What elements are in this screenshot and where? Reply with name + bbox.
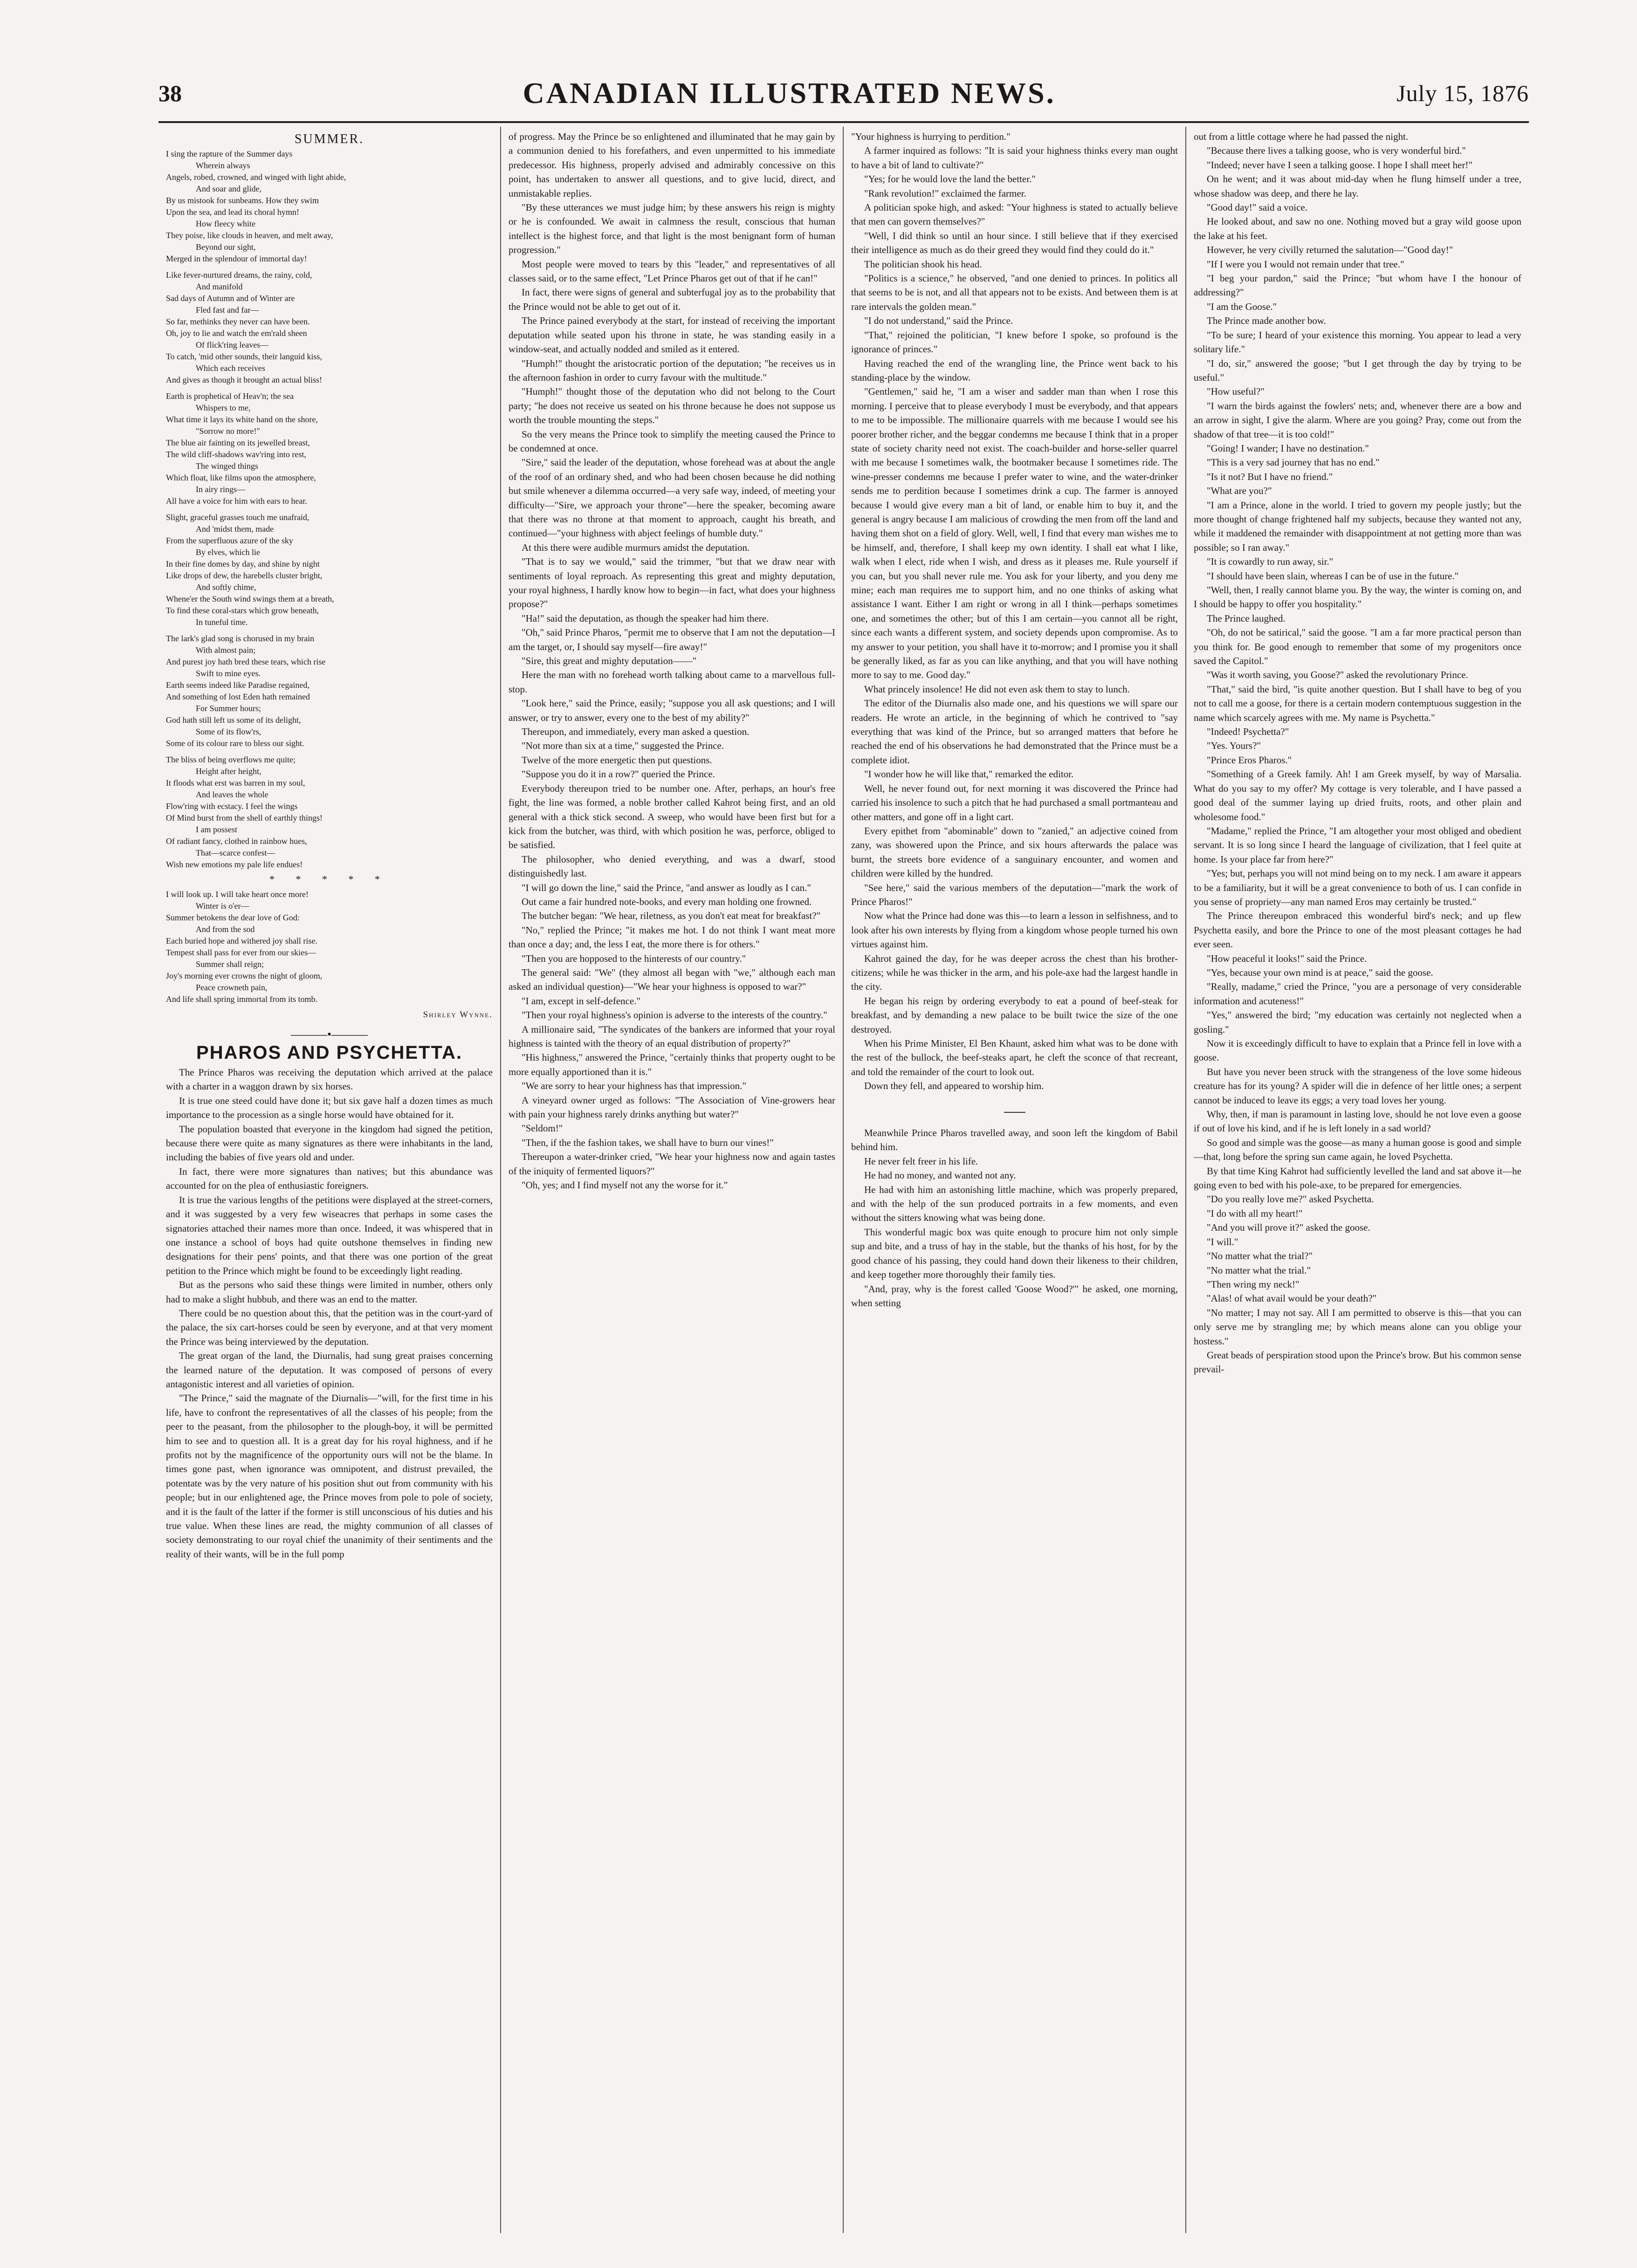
poem-line: Peace crowneth pain, xyxy=(196,982,268,992)
story-paragraph: Well, he never found out, for next morning it was discovered the Prince had carried his insolence to such a pitch that he had purchased a small portmanteau and other matters, and gone off in a light cart. xyxy=(851,782,1178,822)
poem-line: Some of its flow'rs, xyxy=(196,727,261,737)
story-paragraph: Most people were moved to tears by this "leader," and representatives of all classes said, or to the same effect, "Let Prince Pharos get out of that if he can!" xyxy=(509,258,835,284)
story-paragraph: "No matter what the trial?" xyxy=(1207,1250,1313,1262)
poem-line: It floods what erst was barren in my soul, xyxy=(166,778,305,788)
column-2 xyxy=(501,127,844,2233)
story-paragraph: "And, pray, why is the forest called 'Goose Wood?'" he asked, one morning, when setting xyxy=(851,1283,1178,1309)
story-paragraph: "Not more than six at a time," suggested the Prince. xyxy=(522,740,724,752)
story-paragraph: So the very means the Prince took to simplify the meeting caused the Prince to be condemned at once. xyxy=(509,428,835,454)
poem-line: So far, methinks they never can have been. xyxy=(166,317,310,327)
story-paragraph: "This is a very sad journey that has no end." xyxy=(1207,457,1380,468)
story-paragraph: When his Prime Minister, El Ben Khaunt, asked him what was to be done with the rest of the bullock, the beef-steaks apart, he cleft the sconce of that recreant, and told the remainder of the court to look out. xyxy=(851,1038,1178,1077)
poem-line: In tuneful time. xyxy=(196,617,248,627)
story-paragraph: A vineyard owner urged as follows: "The Association of Vine-growers hear with pain your highness rarely drinks anything but water?" xyxy=(509,1094,835,1120)
poem-line: In their fine domes by day, and shine by night xyxy=(166,559,320,569)
story-paragraph: "Well, then, I really cannot blame you. By the way, the winter is coming on, and I should be happy to offer you hospitality." xyxy=(1194,584,1521,610)
poem-line: Flow'ring with ecstacy. I feel the wings xyxy=(166,802,298,811)
story-paragraph: He never felt freer in his life. xyxy=(864,1155,978,1167)
story-paragraph: "Oh," said Prince Pharos, "permit me to observe that I am not the deputation—I am the target, or, I should say myself—fire away!" xyxy=(509,627,835,652)
poem-line: Beyond our sight, xyxy=(196,242,256,252)
story-paragraph: "Good day!" said a voice. xyxy=(1207,202,1307,213)
story-paragraph: of progress. May the Prince be so enlightened and illuminated that he may gain by a communion denied to his forefathers, and even unpermitted to his immediate predecessor. His highness, properly advised and admirably concessive on this point, has undertaken to answer all questions, and to give lucid, direct, and unmistakable replies. xyxy=(509,131,835,199)
story-paragraph: "It is cowardly to run away, sir." xyxy=(1207,556,1334,568)
story-paragraph: Now it is exceedingly difficult to have to explain that a Prince fell in love with a goose. xyxy=(1194,1038,1521,1063)
story-paragraph: "Ha!" said the deputation, as though the speaker had him there. xyxy=(522,612,769,624)
story-paragraph: "I warn the birds against the fowlers' nets; and, whenever there are a bow and an arrow in sight, I give the alarm. Where are you going? Pray, come out from the shadow of that tree—it is too cold!" xyxy=(1194,400,1521,440)
story-paragraph: "Seldom!" xyxy=(522,1123,563,1134)
poem-title: SUMMER. xyxy=(294,132,365,146)
story-paragraph: Twelve of the more energetic then put questions. xyxy=(522,754,712,766)
story-paragraph: "Sire," said the leader of the deputation, whose forehead was at about the angle of the roof of an ordinary shed, and who had been chosen because he did nothing but smile whenever a dilemma occurred—a very safe way, indeed, of meeting your difficulty—"Sire, we approach your throne"—here the speaker, becoming aware that there was no throne at that moment to approach, caught his breath, and continued—"your highness with abject feelings of humble duty." xyxy=(509,457,835,539)
masthead: CANADIAN ILLUSTRATED NEWS. xyxy=(523,76,1056,110)
story-paragraph: "Then you are hopposed to the hinterests of our country." xyxy=(522,952,746,964)
story-paragraph: Having reached the end of the wrangling line, the Prince went back to his standing-place by the window. xyxy=(851,357,1178,383)
story-paragraph: "That," said the bird, "is quite another question. But I shall have to beg of you not to call me a goose, for there is a certain modern contemptuous suggestion in the name which scarcely agrees with me. My name is Psychetta." xyxy=(1194,683,1521,723)
story-paragraph: On he went; and it was about mid-day when he flung himself under a tree, whose shadow was deep, and there he lay. xyxy=(1194,173,1521,199)
story-paragraph: "Yes, because your own mind is at peace," said the goose. xyxy=(1207,966,1433,978)
stanza-break xyxy=(166,507,493,512)
story-paragraph: out from a little cottage where he had passed the night. xyxy=(1194,131,1409,142)
poem-line: Winter is o'er— xyxy=(196,901,249,911)
story-paragraph: "I will go down the line," said the Prince, "and answer as loudly as I can." xyxy=(522,882,811,893)
story-paragraph: "Do you really love me?" asked Psychetta. xyxy=(1207,1193,1374,1205)
poem-line: And soar and glide, xyxy=(196,184,261,194)
poem-line: By elves, which lie xyxy=(196,548,260,557)
poem-line: The winged things xyxy=(196,461,258,471)
poem-line: With almost pain; xyxy=(196,645,256,655)
story-paragraph: "Then your royal highness's opinion is adverse to the interests of the country." xyxy=(522,1009,827,1021)
story-paragraph: The Prince Pharos was receiving the deputation which arrived at the palace with a charter in a waggon drawn by six horses. xyxy=(166,1067,493,1092)
poem-line: What time it lays its white hand on the shore, xyxy=(166,415,318,425)
story-paragraph: Every epithet from "abominable" down to "zanied," an adjective coined from zany, was showered upon the Prince, and six hours afterwards the palace was burnt, the streets bore evidence of a sanguinary encounter, and women and children were killed by the hundred. xyxy=(851,825,1178,879)
poem-body-end xyxy=(166,889,493,1005)
poem-line: I will look up. I will take heart once more! xyxy=(166,889,309,899)
poem-line: Earth seems indeed like Paradise regained, xyxy=(166,680,310,690)
story-paragraph: "Something of a Greek family. Ah! I am Greek myself, by way of Marsalia. What do you say to my offer? My cottage is very tolerable, and I have passed a good deal of the summer laying up dried fruits, roots, and other plain and wholesome food." xyxy=(1194,768,1521,822)
story-paragraph: "And you will prove it?" asked the goose. xyxy=(1207,1222,1370,1233)
story-paragraph: By that time King Kahrot had sufficiently levelled the land and sat above it—he going even to bed with his pole-axe, to be prepared for emergencies. xyxy=(1194,1165,1521,1191)
poem-line: To find these coral-stars which grow beneath, xyxy=(166,606,319,616)
story-paragraph: The butcher began: "We hear, riletness, as you don't eat meat for breakfast?" xyxy=(522,910,821,922)
story-paragraph: "Gentlemen," said he, "I am a wiser and sadder man than when I rose this morning. I perceive that to please everybody I must be everybody, and that appears to me to be impossible. The millionaire quarrels with me because I would see his poorer brother richer, and the beggar condemns me because I think that in a proper state of society charity need not exist. The coach-builder and horse-seller quarrel with me because I sometimes walk, the bootmaker because I sometimes ride. The wine-presser condemns me because I prefer water to wine, and the water-drinker sends me to perdition because I sometimes drink a cup. The farmer is annoyed because I would give every man a bit of land, or enable him to buy it, and the general is angry because I am malicious of crowding the men from off the land and having them shot on a field of glory. Well, well, I find that every man wishes me to be himself, and, therefore, I shall keep my own identity. I shall eat what I like, walk when I elect, ride when I wish, and dress as it pleases me. Rule yourself if you can, but you shall never rule me. You ask for your liberty, and you deny me mine; each man requires me to support him, and no one thinks of asking what assistance I want. Either I am right or wrong in all I think—perhaps sometimes one, and sometimes the other; but of this I am certain—you cannot all be right, since each wants a different system, and society depends upon compromise. As to my answer to your petition, you shall have it to-morrow; and I promise you it shall be generally liked, as far as you can like anything, and that you will have nothing more to say to me. Good day." xyxy=(851,386,1178,681)
story-paragraph: "Humph!" thought those of the deputation who did not belong to the Court party; "he does not receive us seated on his throne because he does not suppose us worth the trouble mounting the steps." xyxy=(509,386,835,426)
story-paragraph: "I do with all my heart!" xyxy=(1207,1207,1303,1219)
poem-line: And purest joy hath bred these tears, which rise xyxy=(166,657,326,667)
story-paragraph: Now what the Prince had done was this—to learn a lesson in selfishness, and to look after his own interests by flying from a kingdom whose people turned his own virtues against him. xyxy=(851,910,1178,950)
story-paragraph: "Then wring my neck!" xyxy=(1207,1278,1300,1290)
poem-line: Which float, like films upon the atmosphere, xyxy=(166,473,316,483)
section-rule xyxy=(851,1103,1178,1117)
story-paragraph: "If I were you I would not remain under that tree." xyxy=(1207,258,1404,270)
poem-line: Height after height, xyxy=(196,767,261,776)
poem-line: To catch, 'mid other sounds, their languid kiss, xyxy=(166,352,322,362)
poem-line: Whene'er the South wind swings them at a breath, xyxy=(166,594,334,604)
story-paragraph: This wonderful magic box was quite enough to procure him not only simple sup and bite, and a truss of hay in the stable, but the thanks of his host, for by the good chance of his passing, they could hand down their likeness to their children, and keep together more thoroughly their family ties. xyxy=(851,1226,1178,1281)
story-paragraph: The Prince pained everybody at the start, for instead of receiving the important deputation while seated upon his throne in state, he was standing easily in a window-seat, and actually nodded and smiled as it entered. xyxy=(509,315,835,355)
poem-line: Each buried hope and withered joy shall rise. xyxy=(166,936,317,946)
poem-line: Whispers to me, xyxy=(196,403,251,413)
story-paragraph: "Alas! of what avail would be your death?" xyxy=(1207,1293,1377,1304)
poem-line: Some of its colour rare to bless our sight. xyxy=(166,739,304,748)
story-paragraph: The Prince laughed. xyxy=(1207,612,1286,624)
story-paragraph: "No matter; I may not say. All I am permitted to observe is this—that you can only serve me by strangling me; by which means alone can you oblige your hostess." xyxy=(1194,1307,1521,1347)
stanza-break xyxy=(166,386,493,391)
poem-line: And leaves the whole xyxy=(196,790,268,800)
story-paragraph: He had no money, and wanted not any. xyxy=(864,1170,1016,1181)
poem-line: Earth is prophetical of Heav'n; the sea xyxy=(166,391,294,401)
story-title: PHAROS AND PSYCHETTA. xyxy=(196,1042,462,1063)
story-paragraph: "I wonder how he will like that," remarked the editor. xyxy=(864,768,1074,780)
story-paragraph: "I am, except in self-defence." xyxy=(522,995,641,1007)
story-paragraph: "What are you?" xyxy=(1207,485,1272,497)
story-paragraph: "That is to say we would," said the trimmer, "but that we draw near with sentiments of loyal reproach. As representing this great and mighty deputation, your royal highness, I hardly know how to begin—in fact, what does your highness propose?" xyxy=(509,556,835,610)
story-text-col1 xyxy=(166,1065,493,1561)
section-divider: ———•——— xyxy=(290,1028,368,1041)
story-text-col3 xyxy=(851,130,1178,1310)
story-paragraph: "Is it not? But I have no friend." xyxy=(1207,471,1333,482)
story-paragraph: "I will." xyxy=(1207,1236,1238,1247)
story-paragraph: "Indeed! Psychetta?" xyxy=(1207,726,1289,738)
poem-line: Slight, graceful grasses touch me unafraid, xyxy=(166,513,310,522)
stanza-break xyxy=(166,265,493,269)
poem-line: Summer betokens the dear love of God: xyxy=(166,912,300,922)
poem-line: Angels, robed, crowned, and winged with light abide, xyxy=(166,172,346,182)
story-paragraph: Down they fell, and appeared to worship him. xyxy=(864,1080,1044,1092)
story-paragraph: But as the persons who said these things were limited in number, others only had to make a slight hubbub, and there was an end to the matter. xyxy=(166,1279,493,1305)
story-paragraph: "I am a Prince, alone in the world. I tried to govern my people justly; but the more thought of change frightened half my subjects, because they wanted not any, while it maddened the remainder with disappointment at not getting more than was possible; so I ran away." xyxy=(1194,499,1521,553)
story-paragraph: "Yes; but, perhaps you will not mind being on to my neck. I am aware it appears to be a familiarity, but it will be a great convenience to both of us. I can confide in you sense of propriety—any man named Eros may certainly be trusted." xyxy=(1194,868,1521,907)
poem-stars: * * * * * xyxy=(269,873,389,885)
story-paragraph: "Oh, do not be satirical," said the goose. "I am a far more practical person than you think for. Be good enough to remember that some of my progenitors once saved the Capitol." xyxy=(1194,627,1521,667)
story-paragraph: "Your highness is hurrying to perdition." xyxy=(851,131,1011,142)
poem-line: Tempest shall pass for ever from our skies— xyxy=(166,947,316,957)
poem-line: Of flick'ring leaves— xyxy=(196,340,269,350)
story-paragraph: There could be no question about this, that the petition was in the court-yard of the palace, the six cart-horses could be seen by everyone, and at that very moment the Prince was being interviewed by the deputation. xyxy=(166,1307,493,1347)
poem-body xyxy=(166,148,493,870)
poem-line: The bliss of being overflows me quite; xyxy=(166,755,296,765)
poem-line: Which each receives xyxy=(196,363,265,373)
story-paragraph: "Look here," said the Prince, easily; "suppose you all ask questions; and I will answer, or try to answer, every one to the best of my ability?" xyxy=(509,698,835,723)
poem-line: In airy rings— xyxy=(196,485,245,494)
poem-line: The blue air fainting on its jewelled breast, xyxy=(166,438,310,448)
poem-line: And life shall spring immortal from its tomb. xyxy=(166,994,317,1004)
poem-line: Summer shall reign; xyxy=(196,959,264,969)
column-1 xyxy=(158,127,501,2233)
poem-line: "Sorrow no more!" xyxy=(196,426,260,436)
story-paragraph: "Suppose you do it in a row?" queried the Prince. xyxy=(522,768,715,780)
story-paragraph: "The Prince," said the magnate of the Diurnalis—"will, for the first time in his life, have to confront the representatives of all the classes of his people; from the peer to the peasant, from the philosopher to the plough-boy, it will be permitted him to see and to question all. It is a great day for his royal highness, and if he profits not by the magnificence of the opportunity ours will not be the blame. In times gone past, when ignorance was omnipotent, and distrust prevailed, the potentate was by the very nature of his position shut out from community with his people; but in our enlightened age, the Prince moves from pole to pole of society, and it is the fault of the latter if the former is still unconscious of his duties and his true value. When these lines are read, the mighty communion of all classes of society demonstrating to our royal chief the unanimity of their sentiments and the reality of their wants, will be in the full pomp xyxy=(166,1392,493,1560)
story-paragraph: "Because there lives a talking goose, who is very wonderful bird." xyxy=(1207,145,1466,157)
story-paragraph: In fact, there were more signatures than natives; but this abundance was accounted for on the plea of enthusiastic foreigners. xyxy=(166,1165,493,1192)
story-paragraph: "Well, I did think so until an hour since. I still believe that if they exercised their intelligence as much as do their greed they would find they could do it." xyxy=(851,230,1178,256)
story-paragraph: "Yes. Yours?" xyxy=(1207,740,1261,752)
story-paragraph: "Humph!" thought the aristocratic portion of the deputation; "he receives us in the afternoon fashion in order to curry favour with the multitude." xyxy=(509,357,835,383)
story-text-col4 xyxy=(1194,130,1521,1377)
story-paragraph: Here the man with no forehead worth talking about came to a marvellous full-stop. xyxy=(509,669,835,695)
story-paragraph: What princely insolence! He did not even ask them to stay to lunch. xyxy=(864,683,1130,695)
story-paragraph: The philosopher, who denied everything, and was a dwarf, stood distinguishedly last. xyxy=(509,853,835,879)
column-3 xyxy=(844,127,1186,2233)
story-paragraph: Great beads of perspiration stood upon the Prince's brow. But his common sense prevail- xyxy=(1194,1349,1521,1375)
story-paragraph: Everybody thereupon tried to be number one. After, perhaps, an hour's free fight, the line was formed, a noble brother called Kahrot being first, and an old general with a thick stick second. A sweep, who would have been first but for a kick from the butcher, was third, with which position he was, perforce, obliged to be satisfied. xyxy=(509,782,835,851)
poem-line: And something of lost Eden hath remained xyxy=(166,692,310,702)
poem-line: Upon the sea, and lead its choral hymn! xyxy=(166,207,299,217)
story-paragraph: The politician shook his head. xyxy=(864,258,982,270)
stanza-break xyxy=(166,628,493,633)
story-paragraph: "Was it worth saving, you Goose?" asked the revolutionary Prince. xyxy=(1207,669,1468,681)
story-paragraph: "See here," said the various members of the deputation—"mark the work of Prince Pharos!" xyxy=(851,882,1178,907)
poem-line: Merged in the splendour of immortal day! xyxy=(166,254,307,264)
story-paragraph: He began his reign by ordering everybody to eat a pound of beef-steak for breakfast, and by demanding a new palace to be built twice the size of the one destroyed. xyxy=(851,995,1178,1035)
story-paragraph: "Sire, this great and mighty deputation——" xyxy=(522,655,697,667)
story-paragraph: "Prince Eros Pharos." xyxy=(1207,754,1292,766)
story-paragraph: A millionaire said, "The syndicates of the bankers are informed that your royal highness is tainted with the theory of an equal distribution of property?" xyxy=(509,1023,835,1049)
story-paragraph: At this there were audible murmurs amidst the deputation. xyxy=(522,541,750,553)
poem-line: The lark's glad song is chorused in my brain xyxy=(166,634,315,644)
story-paragraph: "No matter what the trial." xyxy=(1207,1264,1311,1276)
poem-line: Oh, joy to lie and watch the em'rald sheen xyxy=(166,329,307,338)
story-paragraph: "How useful?" xyxy=(1207,386,1265,397)
story-paragraph: "Yes," answered the bird; "my education was certainly not neglected when a gosling." xyxy=(1194,1009,1521,1035)
story-paragraph: The Prince thereupon embraced this wonderful bird's neck; and up flew Psychetta easily, and bore the Prince to one of the most pleasant cottages he had ever seen. xyxy=(1194,910,1521,950)
story-paragraph: However, he very civilly returned the salutation—"Good day!" xyxy=(1207,244,1453,256)
story-paragraph: Meanwhile Prince Pharos travelled away, and soon left the kingdom of Babil behind him. xyxy=(851,1127,1178,1153)
story-paragraph: "Madame," replied the Prince, "I am altogether your most obliged and obedient servant. It is so long since I heard the language of civilization, that I feel quite at home. Is your place far from here?" xyxy=(1194,825,1521,865)
poem-line: I am possest xyxy=(196,825,237,835)
story-paragraph: Thereupon, and immediately, every man asked a question. xyxy=(522,726,750,738)
story-paragraph: "How peaceful it looks!" said the Prince. xyxy=(1207,952,1367,964)
story-paragraph: "Then, if the the fashion takes, we shall have to burn our vines!" xyxy=(522,1137,774,1148)
story-paragraph: It is true one steed could have done it; but six gave half a dozen times as much importance to the procession as a single horse would have obtained for it. xyxy=(166,1095,493,1121)
poem-author: Shirley Wynne. xyxy=(423,1009,493,1020)
poem-line: For Summer hours; xyxy=(196,704,261,713)
poem-line: How fleecy white xyxy=(196,219,255,229)
story-paragraph: The editor of the Diurnalis also made one, and his questions we will spare our readers. He wrote an article, in the beginning of which he contrived to "say everything that was kind of the Prince, but so arranged matters that before he reached the end of his observations he had demonstrated that the Prince must be a complete idiot. xyxy=(851,698,1178,766)
story-paragraph: "His highness," answered the Prince, "certainly thinks that property ought to be more equally apportioned than it is." xyxy=(509,1052,835,1077)
poem-line: And from the sod xyxy=(196,924,255,934)
story-paragraph: Why, then, if man is paramount in lasting love, should he not love even a goose if out of love his kind, and if he is left lonely in a sad world? xyxy=(1194,1109,1521,1134)
story-paragraph: The population boasted that everyone in the kingdom had signed the petition, because there were quite as many signatures as there were inhabitants in the land, including the babies of five years old and under. xyxy=(166,1123,493,1163)
poem-line: And 'midst them, made xyxy=(196,524,274,534)
story-paragraph: "Yes; for he would love the land the better." xyxy=(864,173,1036,185)
poem-line: All have a voice for him with ears to hear. xyxy=(166,496,307,506)
poem-line: They poise, like clouds in heaven, and melt away, xyxy=(166,231,333,240)
story-paragraph: The great organ of the land, the Diurnalis, had sung great praises concerning the learned nature of the deputation. It was composed of persons of every antagonistic interest and all varieties of opinion. xyxy=(166,1350,493,1390)
poem-line: Like drops of dew, the harebells cluster bright, xyxy=(166,571,323,581)
poem-line: And manifold xyxy=(196,282,243,292)
poem-line: Fled fast and far— xyxy=(196,305,259,315)
story-paragraph: "No," replied the Prince; "it makes me hot. I do not think I want meat more than once a day; and, the less I eat, the more there is for others." xyxy=(509,924,835,950)
poem-line: Of radiant fancy, clothed in rainbow hues, xyxy=(166,836,307,846)
poem-line: Wherein always xyxy=(196,161,250,171)
story-paragraph: "We are sorry to hear your highness has that impression." xyxy=(522,1080,747,1092)
story-paragraph: Kahrot gained the day, for he was deeper across the chest than his brother-citizens; while he was thicker in the arm, and his pole-axe had the largest handle in the city. xyxy=(851,952,1178,993)
story-text-col2 xyxy=(509,130,835,1192)
story-paragraph: The Prince made another bow. xyxy=(1207,315,1326,327)
story-paragraph: "By these utterances we must judge him; by these answers his reign is mighty or he is confounded. We await in calmness the result, conscious that human intellect is the highest force, and that light is the most benignant form of human progression." xyxy=(509,202,835,256)
story-paragraph: Thereupon a water-drinker cried, "We hear your highness now and again tastes of the iniquity of fermented liquors?" xyxy=(509,1151,835,1177)
poem-line: And gives as though it brought an actual bliss! xyxy=(166,375,322,385)
poem-line: That—scarce confest— xyxy=(196,848,275,858)
story-paragraph: In fact, there were signs of general and subterfugal joy as to the probability that the Prince would not be able to get out of it. xyxy=(509,287,835,312)
page-number: 38 xyxy=(158,80,182,106)
story-paragraph: "I do not understand," said the Prince. xyxy=(864,315,1013,327)
poem-line: I sing the rapture of the Summer days xyxy=(166,149,293,159)
story-paragraph: "I beg your pardon," said the Prince; "but whom have I the honour of addressing?" xyxy=(1194,273,1521,298)
story-paragraph: "Politics is a science," he observed, "and one denied to princes. In politics all that seems to be is not, and all that appears not to be exists. And between them is at rare intervals the golden mean." xyxy=(851,273,1178,312)
story-paragraph: A politician spoke high, and asked: "Your highness is stated to actually believe that men can govern themselves?" xyxy=(851,202,1178,227)
story-paragraph: "That," rejoined the politician, "I knew before I spoke, so profound is the ignorance of princes." xyxy=(851,329,1178,355)
story-paragraph: "Oh, yes; and I find myself not any the worse for it." xyxy=(522,1179,728,1191)
column-4 xyxy=(1186,127,1529,2233)
story-paragraph: Out came a fair hundred note-books, and every man holding one frowned. xyxy=(522,896,812,907)
poem-line: God hath still left us some of its delight, xyxy=(166,715,301,725)
poem-line: And softly chime, xyxy=(196,582,256,592)
story-paragraph: But have you never been struck with the strangeness of the love some hideous creature has for its young? A spider will die in defence of her little ones; a serpent cannot be induced to leave its eggs; a very toad loves her young. xyxy=(1194,1066,1521,1106)
stanza-break xyxy=(166,749,493,754)
story-paragraph: "I am the Goose." xyxy=(1207,301,1277,312)
story-paragraph: "Going! I wander; I have no destination." xyxy=(1207,442,1369,454)
issue-date: July 15, 1876 xyxy=(1396,80,1529,106)
poem-line: Joy's morning ever crowns the night of gloom, xyxy=(166,971,323,980)
page-header xyxy=(158,65,1529,123)
story-paragraph: So good and simple was the goose—as many a human goose is good and simple—that, long before the spring sun came again, he loved Psychetta. xyxy=(1194,1137,1521,1163)
columns xyxy=(158,127,1529,2233)
poem-line: From the superfluous azure of the sky xyxy=(166,536,293,546)
story-paragraph: He had with him an astonishing little machine, which was properly prepared, and with the help of the sun produced portraits in a few moments, and even without the sitters knowing what was being done. xyxy=(851,1184,1178,1224)
poem-line: Of Mind burst from the shell of earthly things! xyxy=(166,813,323,823)
story-paragraph: A farmer inquired as follows: "It is said your highness thinks every man ought to have a bit of land to cultivate?" xyxy=(851,145,1178,171)
story-paragraph: The general said: "We" (they almost all began with "we," although each man asked an individual question)—"We hear your highness is opposed to war?" xyxy=(509,966,835,993)
story-paragraph: "Rank revolution!" exclaimed the farmer. xyxy=(864,187,1026,199)
poem-line: Like fever-nurtured dreams, the rainy, cold, xyxy=(166,270,312,280)
story-paragraph: "Really, madame," cried the Prince, "you are a personage of very considerable information and acuteness!" xyxy=(1194,981,1521,1007)
poem-line: The wild cliff-shadows wav'ring into rest, xyxy=(166,450,306,459)
story-paragraph: "I do, sir," answered the goose; "but I get through the day by trying to be useful." xyxy=(1194,357,1521,383)
story-paragraph: "To be sure; I heard of your existence this morning. You appear to lead a very solitary life." xyxy=(1194,329,1521,355)
poem-line: By us mistook for sunbeams. How they swim xyxy=(166,196,319,206)
poem-line: Sad days of Autumn and of Winter are xyxy=(166,294,295,303)
story-paragraph: He looked about, and saw no one. Nothing moved but a gray wild goose upon the lake at his feet. xyxy=(1194,216,1521,241)
poem-line: Wish new emotions my pale life endues! xyxy=(166,860,303,870)
story-paragraph: It is true the various lengths of the petitions were displayed at the street-corners, and it was suggested by a very few wiseacres that perhaps in some cases the signatories attached their names more than once. Indeed, it was whispered that in one instance a school of boys had quite outshone themselves in finding new designations for their pens' points, and that there was one portion of the great petition to the Prince which might be found to be exceedingly light reading. xyxy=(166,1194,493,1276)
story-paragraph: "Indeed; never have I seen a talking goose. I hope I shall meet her!" xyxy=(1207,159,1472,171)
story-paragraph: "I should have been slain, whereas I can be of use in the future." xyxy=(1207,570,1459,582)
poem-line: Swift to mine eyes. xyxy=(196,669,261,678)
